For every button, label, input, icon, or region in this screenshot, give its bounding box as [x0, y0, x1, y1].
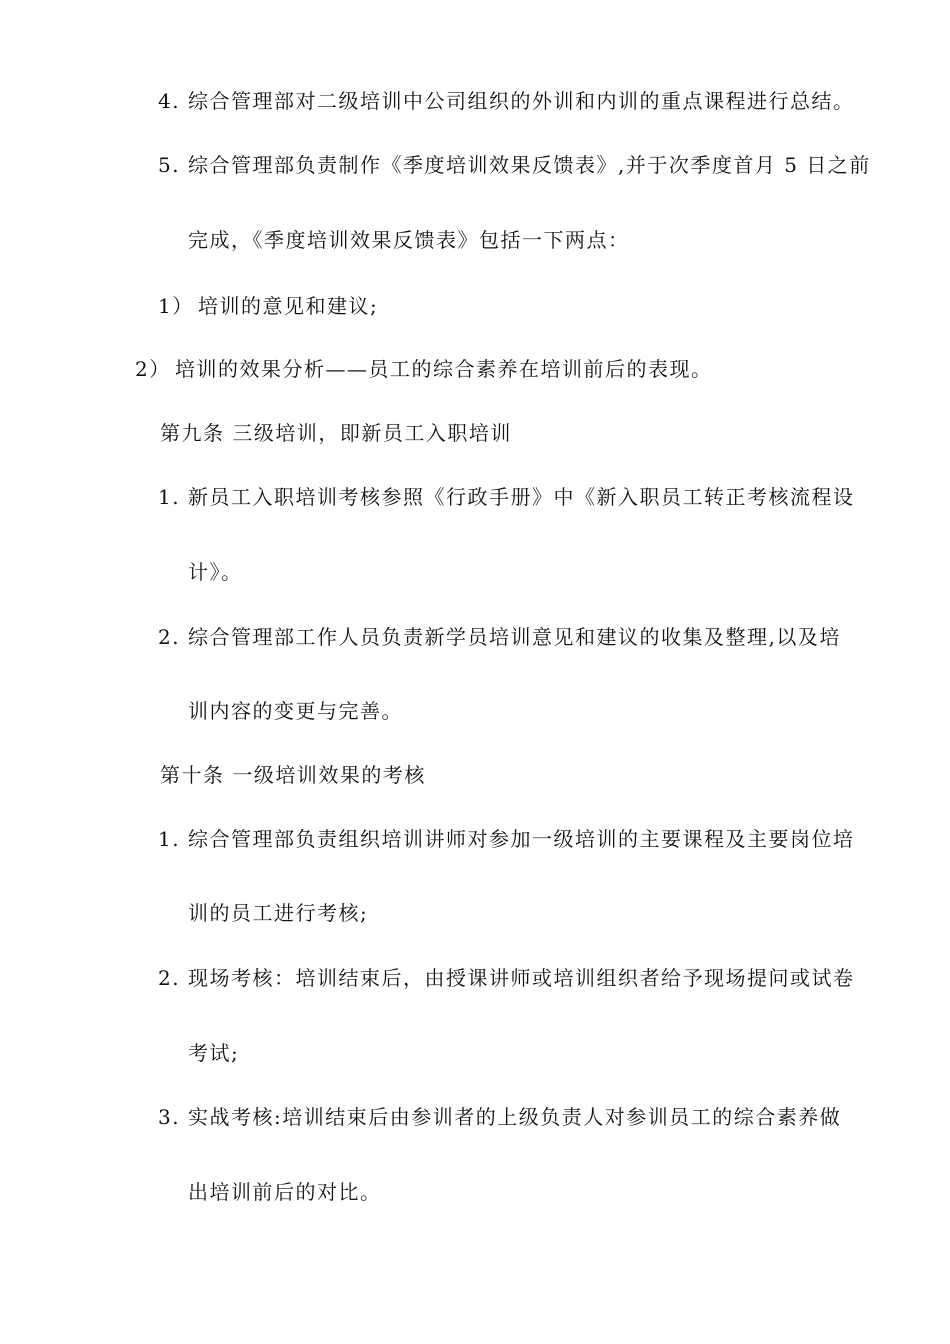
sub-item-1-text: 培训的意见和建议; [198, 294, 379, 318]
item-4-text: 综合管理部对二级培训中公司组织的外训和内训的重点课程进行总结。 [188, 89, 855, 113]
article-9-item-1-line2: 计》。 [188, 560, 243, 584]
article-9-item-2-line2: 训内容的变更与完善。 [188, 699, 403, 723]
sub-item-1 [158, 292, 378, 320]
sub-item-2-number: 2） [135, 357, 171, 381]
item-4-number: 4. [158, 89, 181, 113]
article-10-item-1-number: 1. [158, 827, 181, 851]
article-10-item-2-number: 2. [158, 966, 181, 990]
article-9-item-2-number: 2. [158, 625, 181, 649]
sub-item-2-text: 培训的效果分析——员工的综合素养在培训前后的表现。 [175, 357, 713, 381]
article-9-item-1-line1 [158, 483, 855, 511]
article-10-item-3-line2: 出培训前后的对比。 [188, 1180, 382, 1204]
item-5-number: 5. [158, 153, 181, 177]
article-10-item-1-text-line1: 综合管理部负责组织培训讲师对参加一级培训的主要课程及主要岗位培 [188, 827, 855, 851]
item-5-line1 [158, 151, 871, 179]
article-10-item-1-line2: 训的员工进行考核; [188, 901, 369, 925]
article-10-item-3-text-line1: 实战考核:培训结束后由参训者的上级负责人对参训员工的综合素养做 [188, 1105, 842, 1129]
article-10-item-3-line1 [158, 1103, 841, 1131]
sub-item-1-number: 1） [158, 294, 194, 318]
article-9-item-2-line1 [158, 623, 841, 651]
item-5-text-line2: 完成，《季度培训效果反馈表》包括一下两点： [188, 228, 630, 252]
sub-item-2 [135, 355, 713, 383]
item-5-line2 [188, 226, 630, 254]
article-10-item-2-line1 [158, 964, 855, 992]
article-9-heading: 第九条 三级培训，即新员工入职培训 [160, 421, 512, 445]
article-9-item-2-text-line1: 综合管理部工作人员负责新学员培训意见和建议的收集及整理,以及培 [188, 625, 841, 649]
item-5-text-line1: 综合管理部负责制作《季度培训效果反馈表》,并于次季度首月 5 日之前 [188, 153, 871, 177]
article-10-heading: 第十条 一级培训效果的考核 [160, 763, 426, 787]
article-10-item-2-line2: 考试; [188, 1041, 240, 1065]
article-9-item-1-number: 1. [158, 485, 181, 509]
article-10-item-1-line1 [158, 825, 855, 853]
article-9-item-1-text-line1: 新员工入职培训考核参照《行政手册》中《新入职员工转正考核流程设 [188, 485, 855, 509]
article-10-item-2-text-line1: 现场考核：培训结束后，由授课讲师或培训组织者给予现场提问或试卷 [188, 966, 855, 990]
article-10-item-3-number: 3. [158, 1105, 181, 1129]
item-4 [158, 87, 855, 115]
